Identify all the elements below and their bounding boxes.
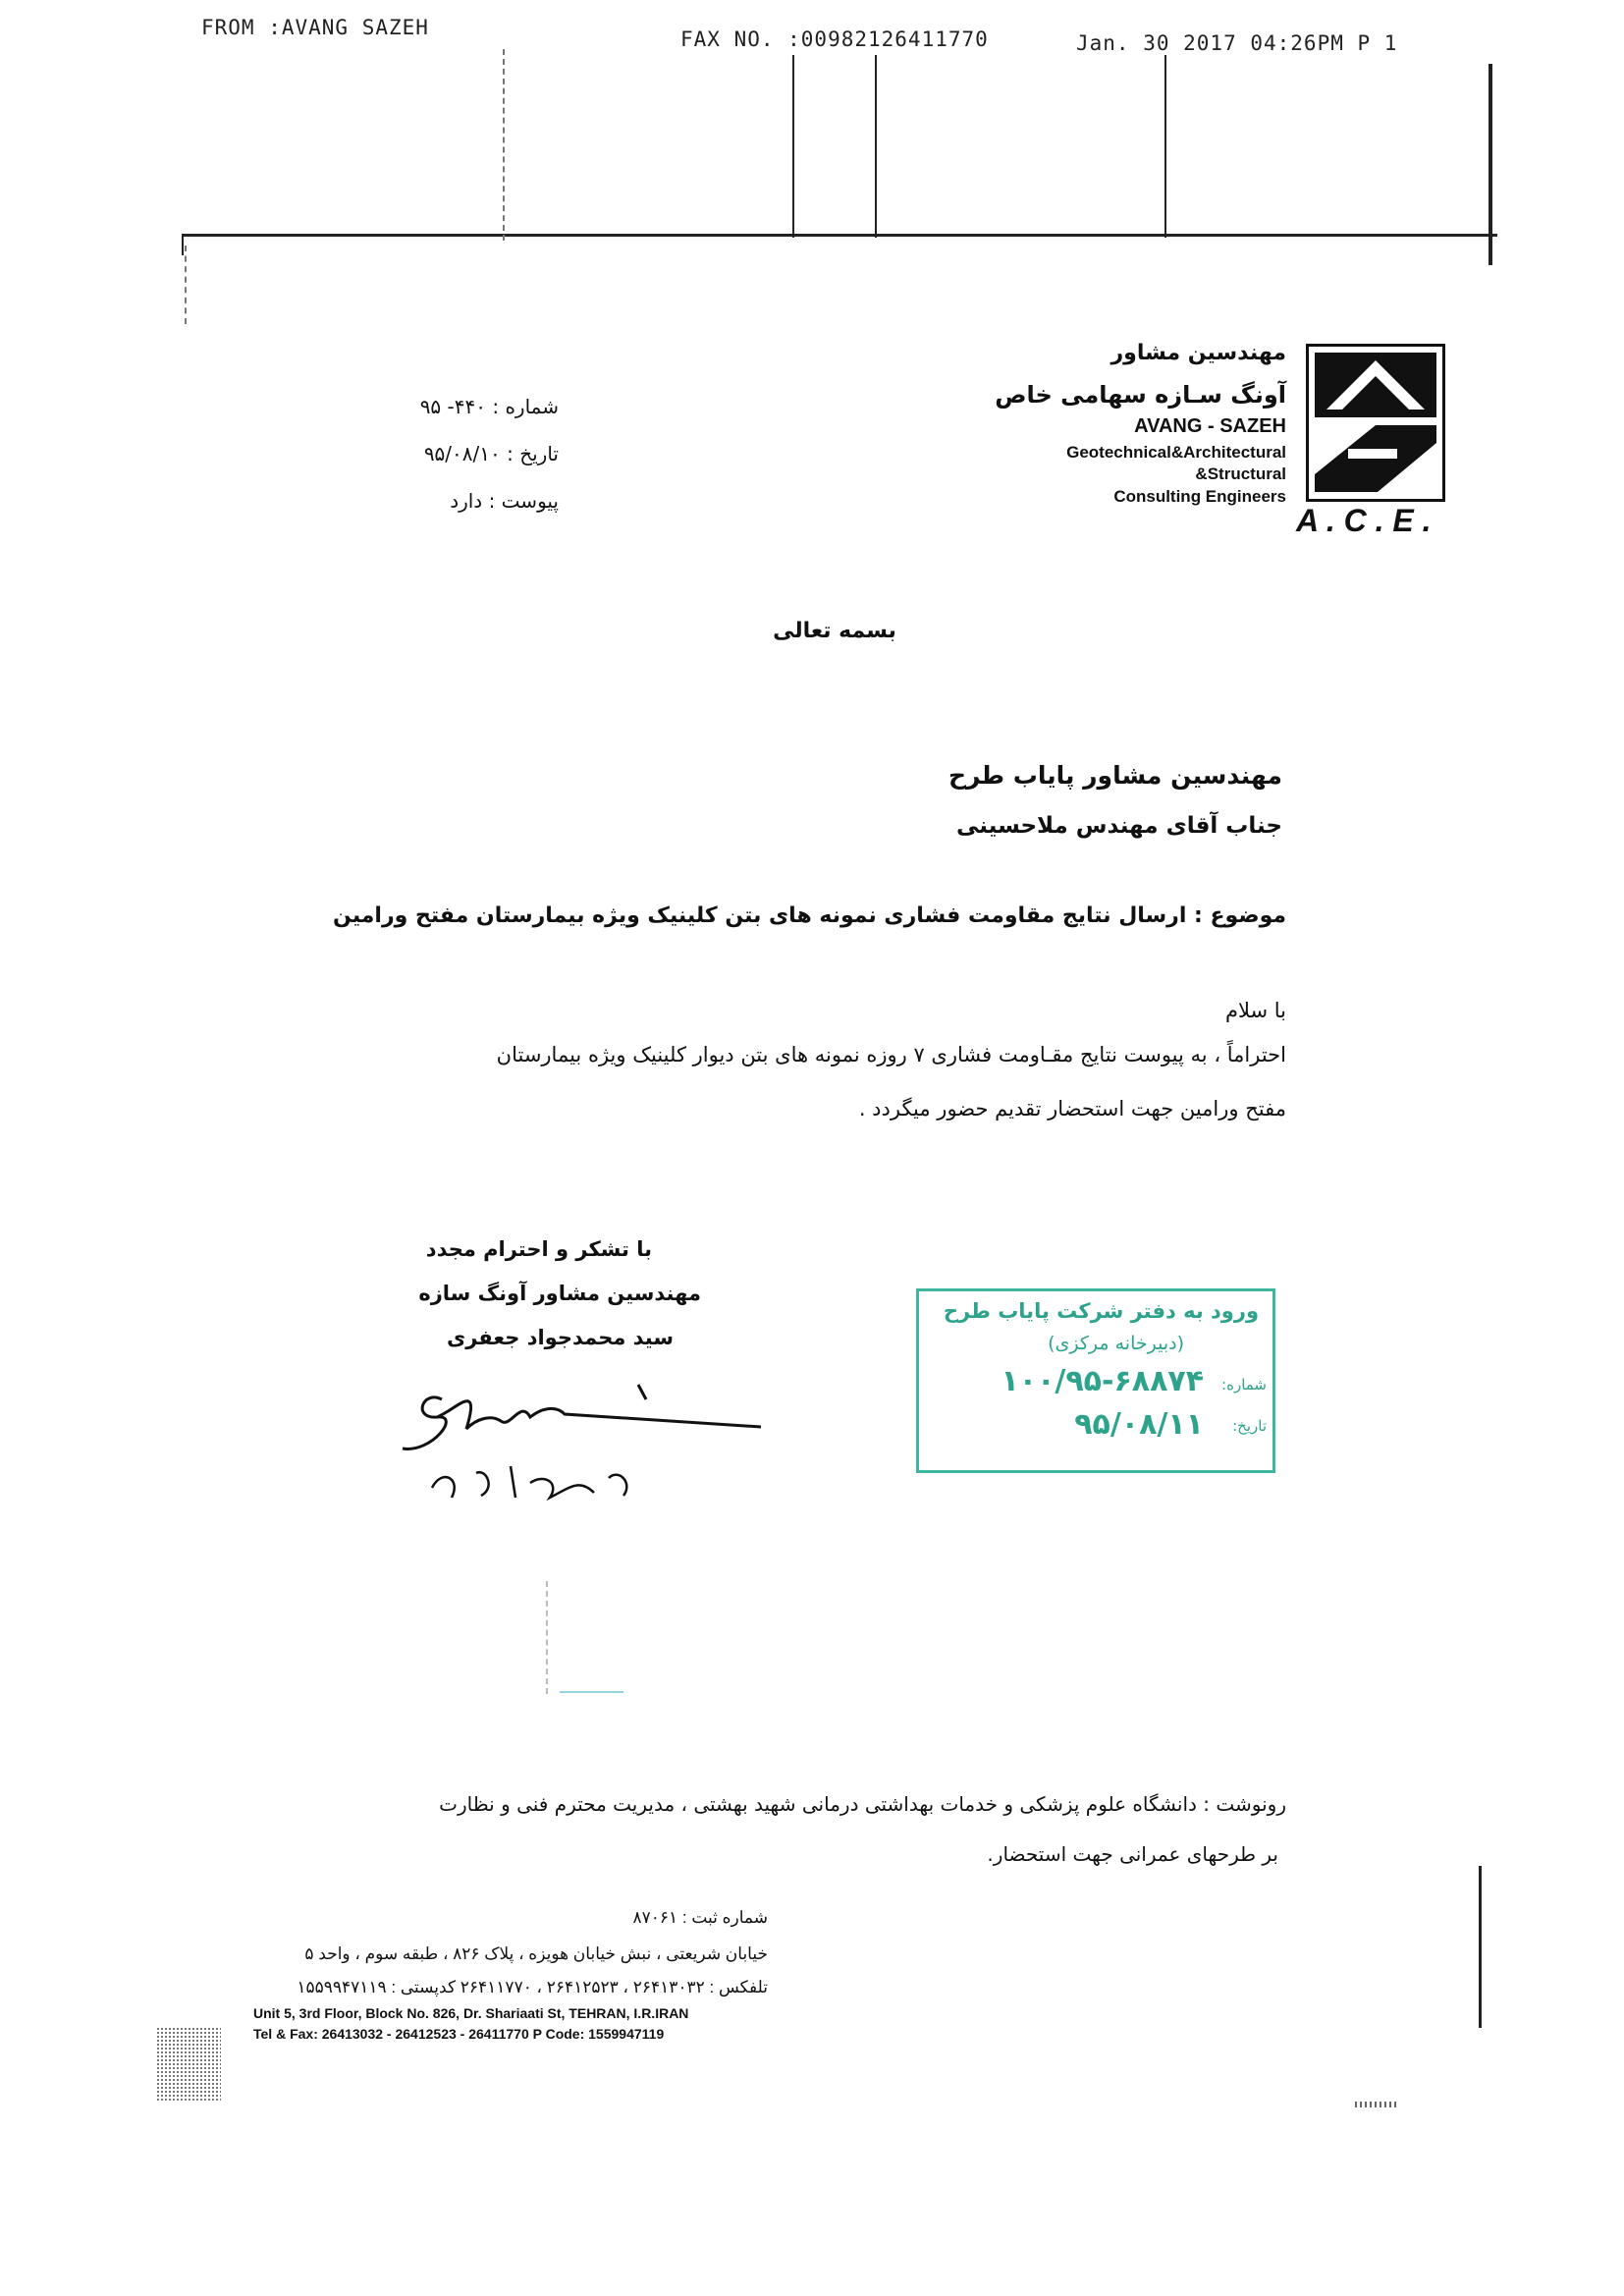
fax-number: FAX NO. :00982126411770	[680, 27, 989, 51]
footer-address-fa: خیابان شریعتی ، نبش خیابان هویزه ، پلاک ۸۲۶ ، طبقه سوم ، واحد ۵	[304, 1944, 768, 1963]
company-en-line3: Consulting Engineers	[1113, 487, 1286, 506]
letter-date: تاریخ : ۹۵/۰۸/۱۰	[423, 442, 559, 465]
body-line2: مفتح ورامین جهت استحضار تقدیم حضور میگردد .	[858, 1097, 1286, 1121]
fax-top-rule	[182, 234, 1497, 237]
handwritten-signature	[383, 1360, 776, 1527]
company-fa-line1: مهندسین مشاور	[1110, 341, 1286, 365]
footer-tel-fa: تلفکس : ۲۶۴۱۳۰۳۲ ، ۲۶۴۱۲۵۲۳ ، ۲۶۴۱۱۷۷۰ کدپستی : ۱۵۵۹۹۴۷۱۱۹	[297, 1978, 768, 1996]
fax-dashed-line-2	[185, 246, 187, 324]
fax-frame-right	[1164, 55, 1166, 238]
fax-frame-left	[792, 55, 794, 238]
fax-top-rule-tick	[182, 234, 184, 255]
fax-date: Jan. 30 2017 04:26PM P 1	[1076, 31, 1398, 55]
recipient-company: مهندسین مشاور پایاب طرح	[947, 761, 1282, 790]
greeting: با سلام	[1224, 999, 1286, 1022]
company-en-line2: &Structural	[1195, 465, 1286, 483]
recipient-person: جناب آقای مهندس ملاحسینی	[956, 813, 1282, 839]
closing-thanks: با تشکر و احترام مجدد	[425, 1237, 652, 1261]
cc-line1: رونوشت : دانشگاه علوم پزشکی و خدمات بهداشتی درمانی شهید بهشتی ، مدیریت محترم فنی و نظارت	[439, 1792, 1286, 1816]
company-logo	[1306, 344, 1445, 502]
cc-line2: بر طرحهای عمرانی جهت استحضار.	[987, 1842, 1278, 1866]
footer-address-en: Unit 5, 3rd Floor, Block No. 826, Dr. Shariaati St, TEHRAN, I.R.IRAN	[253, 2005, 689, 2021]
company-en-line1: Geotechnical&Architectural	[1066, 443, 1286, 462]
fax-dashed-line-1	[503, 49, 505, 241]
closing-signatory: سید محمدجواد جعفری	[446, 1326, 674, 1349]
fax-margin-line	[1479, 1866, 1482, 2028]
fax-frame-far-right	[1489, 64, 1492, 265]
stamp-date-label: تاریخ:	[1232, 1417, 1267, 1435]
stamp-number-value: ۱۰۰/۹۵-۶۸۸۷۴	[1001, 1364, 1204, 1398]
scan-noise-patch	[157, 2028, 221, 2102]
fax-dashed-line-3	[546, 1581, 548, 1694]
company-acronym: A . C . E .	[1296, 503, 1432, 538]
company-fa-line2: آونگ سـازه سهامی خاص	[995, 381, 1286, 409]
company-en-name: AVANG - SAZEH	[1134, 415, 1286, 437]
body-line1: احتراماً ، به پیوست نتایج مقـاومت فشاری ۷ روزه نمونه های بتن دیوار کلینیک ویژه بیمارستان	[496, 1043, 1286, 1066]
stamp-date-value: ۹۵/۰۸/۱۱	[1074, 1407, 1204, 1442]
subject-line: موضوع : ارسال نتایج مقاومت فشاری نمونه های بتن کلینیک ویژه بیمارستان مفتح ورامین	[333, 903, 1286, 928]
cyan-mark	[560, 1691, 623, 1693]
letter-number: شماره : ۴۴۰- ۹۵	[419, 395, 559, 418]
scan-noise-dots	[1355, 2102, 1399, 2107]
footer-registration: شماره ثبت : ۸۷۰۶۱	[632, 1908, 768, 1927]
fax-frame-mid	[875, 55, 877, 238]
fax-from: FROM :AVANG SAZEH	[201, 16, 429, 39]
stamp-line1: ورود به دفتر شرکت پایاب طرح	[943, 1299, 1259, 1323]
invocation: بسمه تعالی	[773, 619, 896, 643]
closing-company: مهندسین مشاور آونگ سازه	[418, 1282, 701, 1305]
letter-attachment: پیوست : دارد	[450, 489, 559, 513]
stamp-number-label: شماره:	[1221, 1376, 1267, 1394]
stamp-line2: (دبیرخانه مرکزی)	[1048, 1333, 1184, 1354]
received-stamp	[916, 1288, 1275, 1473]
logo-mark-icon	[1309, 347, 1442, 499]
footer-tel-en: Tel & Fax: 26413032 - 26412523 - 26411770 P Code: 1559947119	[253, 2026, 665, 2042]
